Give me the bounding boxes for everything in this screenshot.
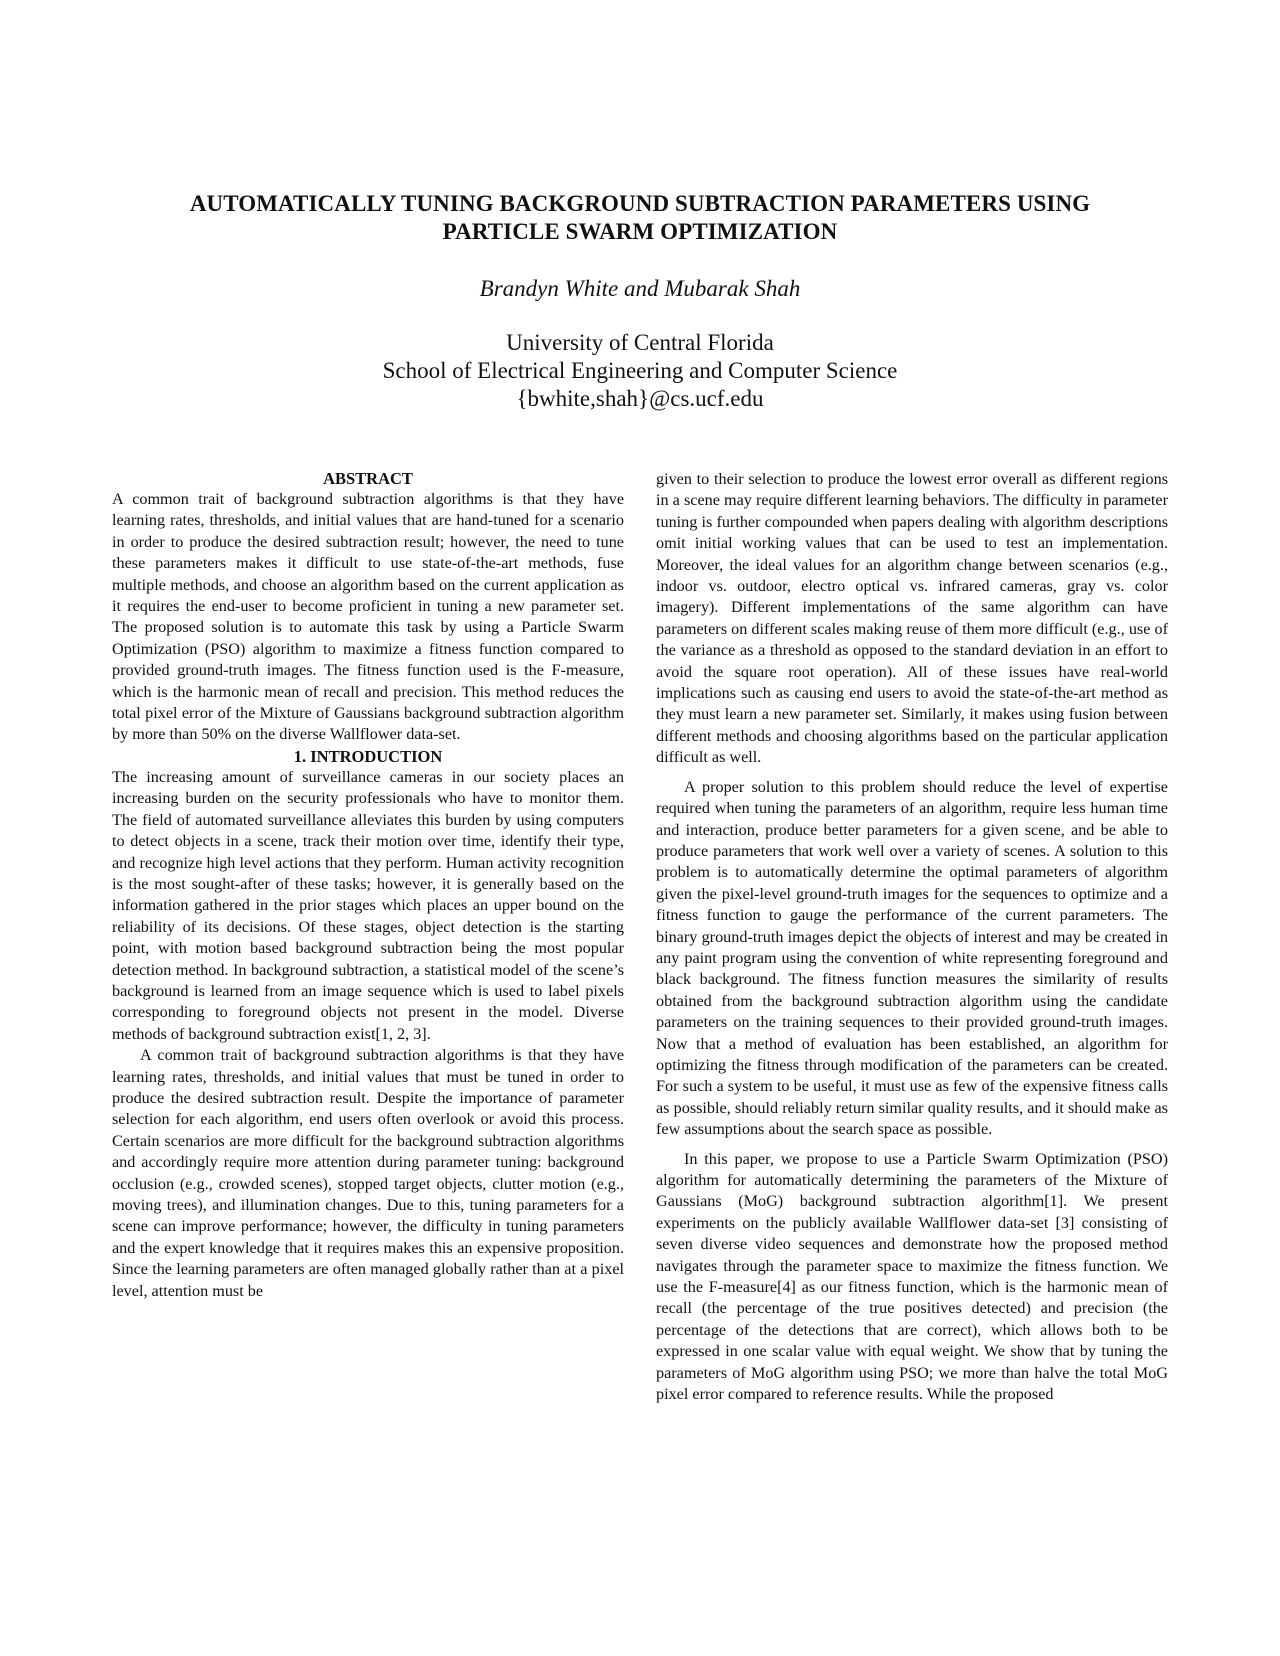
title-line-1: AUTOMATICALLY TUNING BACKGROUND SUBTRACTION PARAMETERS USING (189, 191, 1091, 216)
affiliation-university: University of Central Florida (506, 330, 774, 355)
abstract-heading: ABSTRACT (323, 469, 413, 488)
title-line-2: PARTICLE SWARM OPTIMIZATION (442, 219, 838, 244)
intro-paragraph-2: A common trait of background subtraction algorithms is that they have learning rates, thresholds, and initial values that must be tuned in order to produce the desired subtraction result. Despite the importance of parameter selection for each algorithm, end users often overlook or avoid this process. Certain scenarios are more difficult for the background subtraction algorithms and accordingly require more attention during parameter tuning: background occlusion (e.g., crowded scenes), stopped target objects, clutter motion (e.g., moving trees), and illumination changes. Due to this, tuning parameters for a scene can improve performance; however, the difficulty in tuning parameters and the expert knowledge that it requires makes this an expensive proposition. Since the learning parameters are often managed globally rather than at a pixel level, attention must be (112, 1046, 624, 1300)
intro-paragraph-3: A proper solution to this problem should reduce the level of expertise required when tuning the parameters of an algorithm, require less human time and interaction, produce better parameters for a given scene, and be able to produce parameters that work well over a variety of scenes. A solution to this problem is to automatically determine the optimal parameters of algorithm given the pixel-level ground-truth images for the sequences to optimize and a fitness function to gauge the performance of the current parameters. The binary ground-truth images depict the objects of interest and may be created in any paint program using the convention of white representing foreground and black background. The fitness function measures the similarity of results obtained from the background subtraction algorithm using the candidate parameters on the training sequences to their provided ground-truth images. Now that a method of evaluation has been established, an algorithm for optimizing the fitness through modification of the parameters can be created. For such a system to be useful, it must use as few of the expensive fitness calls as possible, should reliably return similar quality results, and it should make as few assumptions about the search space as possible. (656, 777, 1168, 1139)
introduction-heading: 1. INTRODUCTION (293, 746, 443, 766)
affiliation-school: School of Electrical Engineering and Computer Science (382, 358, 898, 383)
abstract-body: A common trait of background subtraction algorithms is that they have learning rates, thresholds, and initial values that are hand-tuned for a scenario in order to produce the desired subtraction result; however, the need to tune these parameters makes it difficult to use state-of-the-art methods, fuse multiple methods, and choose an algorithm based on the current application as it requires the end-user to become proficient in tuning a new parameter set. The proposed solution is to automate this task by using a Particle Swarm Optimization (PSO) algorithm to maximize a fitness function compared to provided ground-truth images. The fitness function used is the F-measure, which is the harmonic mean of recall and precision. This method reduces the total pixel error of the Mixture of Gaussians background subtraction algorithm by more than 50% on the diverse Wallflower data-set. (112, 490, 624, 744)
right-column (656, 469, 1168, 1405)
left-column (112, 468, 624, 1302)
intro-paragraph-4: In this paper, we propose to use a Particle Swarm Optimization (PSO) algorithm for automatically determining the parameters of the Mixture of Gaussians (MoG) background subtraction algorithm[1]. We present experiments on the publicly available Wallflower data-set [3] consisting of seven diverse video sequences and demonstrate how the proposed method navigates through the parameter space to maximize the fitness function. We use the F-measure[4] as our fitness function, which is the harmonic mean of recall (the percentage of the true positives detected) and precision (the percentage of the detections that are correct), which allows both to be expressed in one scalar value with equal weight. We show that by tuning the parameters of MoG algorithm using PSO; we more than halve the total MoG pixel error compared to reference results. While the proposed (656, 1149, 1168, 1404)
paper-title (100, 190, 1180, 246)
intro-paragraph-1: The increasing amount of surveillance cameras in our society places an increasing burden on the security professionals who have to monitor them. The field of automated surveillance alleviates this burden by using computers to detect objects in a scene, track their motion over time, identify their type, and recognize high level actions that they perform. Human activity recognition is the most sought-after of these tasks; however, it is generally based on the information gathered in the prior stages which places an upper bound on the reliability of its decisions. Of these stages, object detection is the starting point, with motion based background subtraction being the most popular detection method. In background subtraction, a statistical model of the scene’s background is learned from an image sequence which is used to label pixels corresponding to foreground objects not present in the model. Diverse methods of background subtraction exist[1, 2, 3]. (112, 767, 624, 1043)
affiliation-block (100, 329, 1180, 413)
author-list: Brandyn White and Mubarak Shah (479, 276, 801, 301)
affiliation-email: {bwhite,shah}@cs.ucf.edu (516, 386, 764, 411)
intro-paragraph-2-continued: given to their selection to produce the lowest error overall as different regions in a scene may require different learning behaviors. The difficulty in parameter tuning is further compounded when papers dealing with algorithm descriptions omit initial working values that can be used to test an implementation. Moreover, the ideal values for an algorithm change between scenarios (e.g., indoor vs. outdoor, electro optical vs. infrared cameras, gray vs. color imagery). Different implementations of the same algorithm can have parameters on different scales making reuse of them more difficult (e.g., use of the variance as a threshold as opposed to the standard deviation in an effort to avoid the square root operation). All of these issues have real-world implications such as causing end users to avoid the state-of-the-art method as they must learn a new parameter set. Similarly, it makes using fusion between different methods and choosing algorithms based on the particular application difficult as well. (656, 470, 1168, 767)
